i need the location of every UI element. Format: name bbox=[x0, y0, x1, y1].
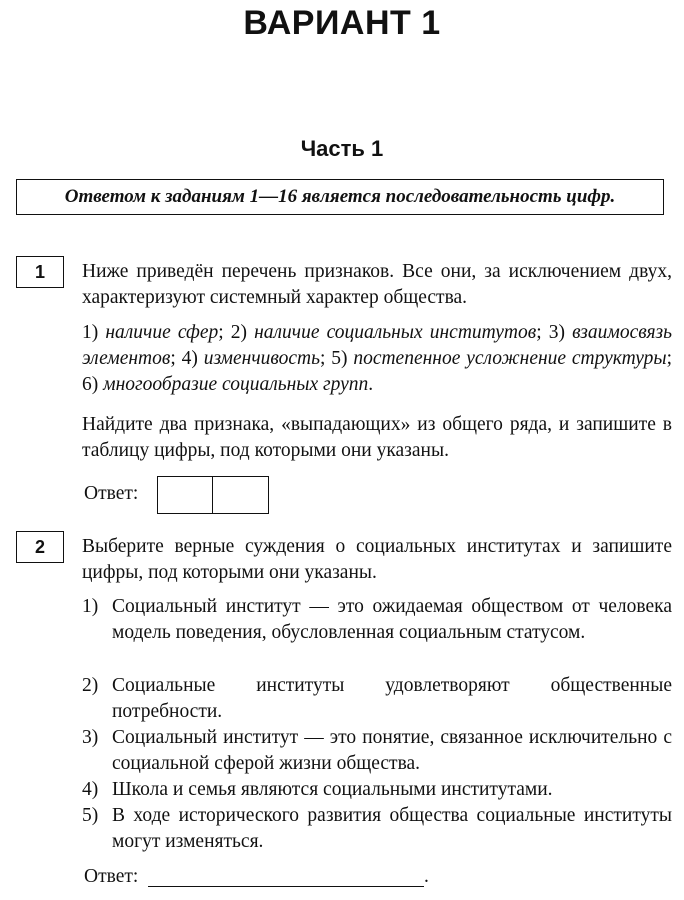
instruction-text: Ответом к заданиям 1—16 является последовательность цифр. bbox=[64, 186, 616, 207]
task-2-option bbox=[82, 673, 672, 725]
option-text: Социальные институты удовлетворяют общественные потребности. bbox=[112, 675, 672, 722]
option-text: Социальный институт — это ожидаемая обществом от человека модель поведения, обусловленная социальным статусом. bbox=[112, 596, 672, 643]
option-text: В ходе исторического развития общества социальные институты могут изменяться. bbox=[112, 805, 672, 852]
task-1-number: 1 bbox=[16, 256, 64, 288]
option-number: 1) bbox=[82, 596, 99, 617]
item-text: изменчивость bbox=[203, 348, 320, 369]
task-1-items: 1) наличие сфер; 2) наличие социальных институтов; 3) взаимосвязь элементов; 4) изменчивость; 5) постепенное усложнение структуры; 6) многообразие социальных групп. bbox=[82, 322, 673, 395]
item-text: наличие сфер bbox=[105, 322, 219, 343]
task-2-option bbox=[82, 777, 672, 803]
option-text: Социальный институт — это понятие, связанное исключительно с социальной сферой жизни общества. bbox=[112, 727, 672, 774]
item-num: 4) bbox=[181, 348, 198, 369]
item-text: постепенное усложнение структуры bbox=[353, 348, 667, 369]
task-2-number: 2 bbox=[16, 531, 64, 563]
option-number: 3) bbox=[82, 727, 99, 748]
part-title: Часть 1 bbox=[300, 136, 384, 161]
task-1-intro: Ниже приведён перечень признаков. Все они, за исключением двух, характеризуют системный характер общества. bbox=[82, 261, 672, 308]
task-2-option bbox=[82, 803, 672, 855]
task-1-answer-table bbox=[157, 476, 269, 514]
variant-title: ВАРИАНТ 1 bbox=[243, 4, 441, 42]
item-text: взаимосвязь элементов bbox=[82, 322, 672, 369]
task-2-option bbox=[82, 725, 672, 777]
option-number: 5) bbox=[82, 805, 99, 826]
item-num: 5) bbox=[331, 348, 348, 369]
item-num: 1) bbox=[82, 322, 99, 343]
item-num: 6) bbox=[82, 374, 99, 395]
option-number: 4) bbox=[82, 779, 99, 800]
task-1-question: Найдите два признака, «выпадающих» из общего ряда, и запишите в таблицу цифры, под которыми они указаны. bbox=[82, 414, 672, 461]
task-1-answer-label: Ответ: bbox=[84, 483, 139, 504]
task-2-intro: Выберите верные суждения о социальных институтах и запишите цифры, под которыми они указаны. bbox=[82, 536, 672, 583]
item-num: 3) bbox=[548, 322, 565, 343]
option-number: 2) bbox=[82, 675, 99, 696]
task-2-option bbox=[82, 594, 672, 646]
answer-cell[interactable] bbox=[157, 476, 213, 514]
answer-cell[interactable] bbox=[213, 476, 269, 514]
instruction-box bbox=[16, 179, 664, 215]
item-text: наличие социальных институтов bbox=[254, 322, 537, 343]
item-text: многообразие социальных групп bbox=[103, 374, 369, 395]
option-text: Школа и семья являются социальными институтами. bbox=[112, 779, 553, 800]
item-num: 2) bbox=[230, 322, 248, 343]
task-2-answer-end: . bbox=[424, 866, 429, 887]
task-2-answer-line[interactable] bbox=[148, 886, 424, 887]
task-2-answer-label: Ответ: bbox=[84, 866, 139, 887]
